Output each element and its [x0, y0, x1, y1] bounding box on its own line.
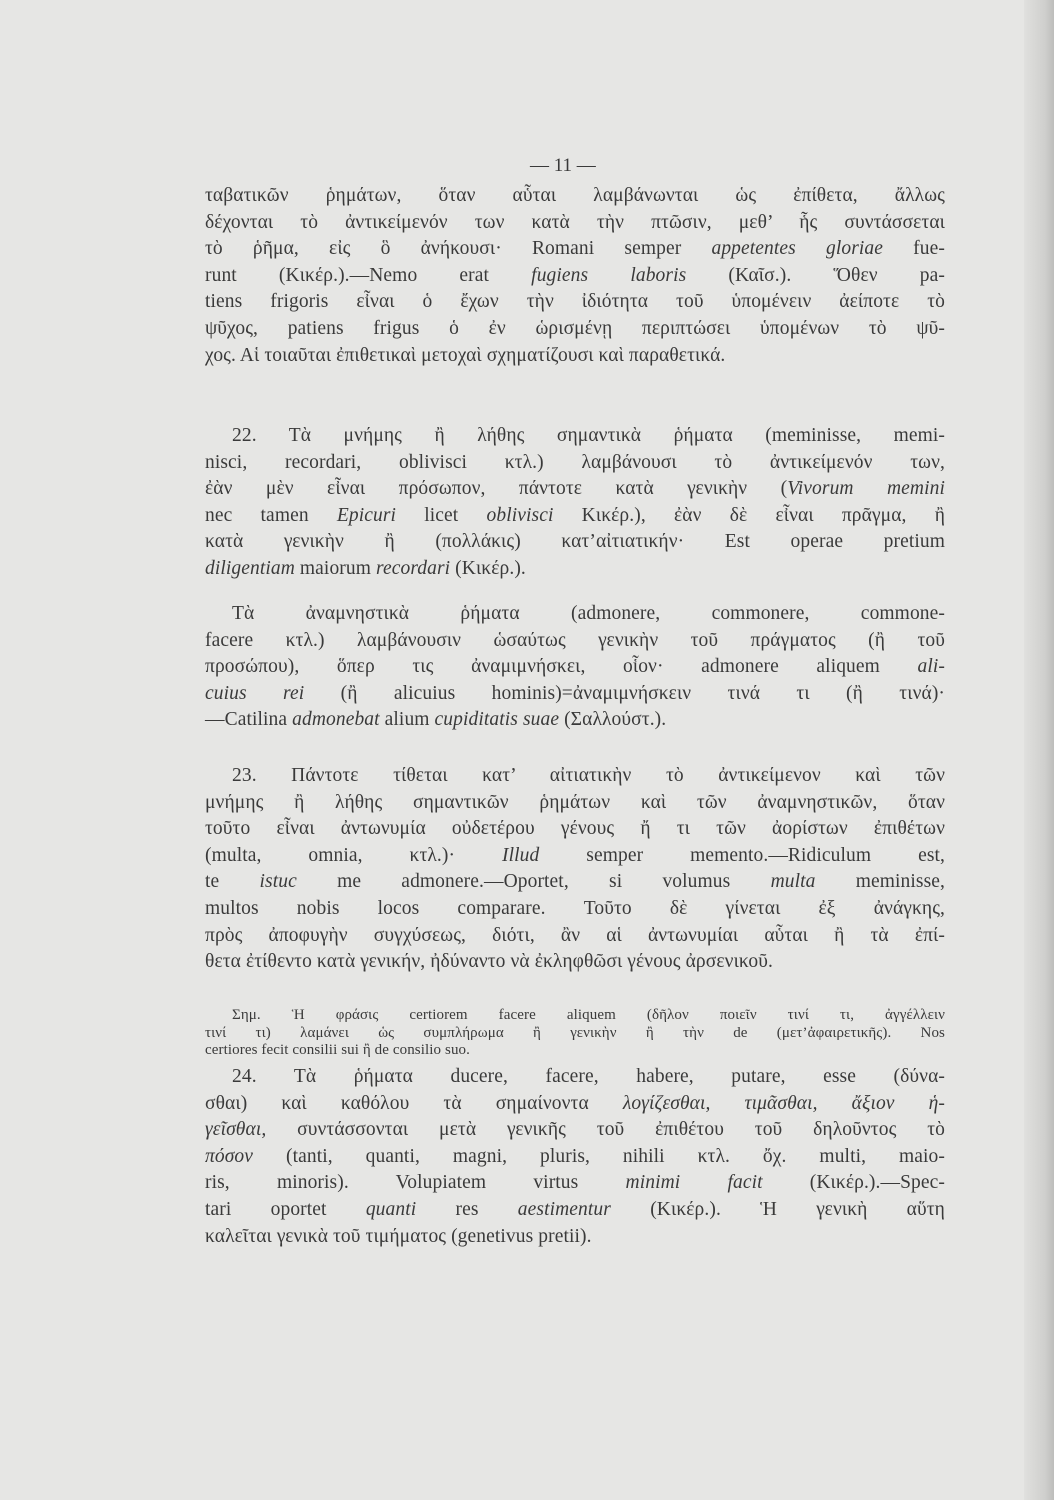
text-span: 22. Τὰ μνήμης ἢ λήθης σημαντικὰ ῥήματα (meminisse, memi-	[232, 425, 945, 446]
text-line	[205, 236, 945, 263]
italic-text: admonebat	[292, 709, 380, 731]
page-number: — 11 —	[530, 155, 596, 176]
text-span: (multa, omnia, κτλ.)·	[205, 844, 503, 866]
text-span: ris, minoris). Volupiatem virtus	[205, 1172, 626, 1194]
text-span: (Καῖσ.). Ὅθεν pa-	[686, 264, 945, 286]
italic-text: λογίζεσθαι, τιμᾶσθαι, ἄξιον ἡ-	[622, 1092, 945, 1114]
paragraph-p-22	[205, 423, 945, 583]
paragraph-p-anamnestika	[205, 601, 945, 734]
text-span: Σημ. Ἡ φράσις certiorem facere aliquem (δῆλον ποιεῖν τινί τι, ἀγγέλλειν	[232, 1007, 945, 1023]
text-span: Τὰ ἀναμνηστικὰ ῥήματα (admonere, commonere, commone-	[232, 603, 945, 624]
text-line	[205, 1007, 945, 1025]
text-line	[205, 503, 945, 530]
italic-text: minimi facit	[625, 1172, 763, 1194]
paragraph-p-continuation	[205, 183, 945, 369]
text-line	[205, 681, 945, 708]
text-line	[205, 654, 945, 681]
text-span: fue-	[883, 238, 945, 260]
text-span: maiorum	[294, 557, 376, 579]
text-span: tari oportet	[205, 1198, 366, 1220]
text-span: tiens frigoris εἶναι ὁ ἔχων τὴν ἰδιότητα τοῦ ὑπομένειν ἀείποτε τὸ	[205, 291, 945, 313]
text-line	[205, 763, 945, 790]
text-span: προσώπου), ὅπερ τις ἀναμιμνήσκει, οἷον· admonere aliquem	[205, 656, 918, 678]
italic-text: fugiens laboris	[531, 264, 687, 286]
text-line	[205, 289, 945, 316]
text-line	[205, 1144, 945, 1171]
italic-text: multa	[770, 871, 816, 893]
italic-text: oblivisci	[486, 504, 554, 526]
text-line	[205, 423, 945, 450]
italic-text: cupiditatis suae	[434, 709, 560, 731]
text-span: nec tamen	[205, 504, 337, 526]
text-span: licet	[396, 504, 487, 526]
text-line	[205, 1117, 945, 1144]
paragraph-p-24	[205, 1064, 945, 1250]
italic-text: πόσον	[205, 1145, 254, 1167]
text-span: runt (Κικέρ.).—Nemo erat	[205, 264, 532, 286]
italic-text: Illud	[502, 844, 540, 866]
italic-text: γεῖσθαι,	[205, 1119, 267, 1141]
text-line	[205, 1091, 945, 1118]
text-span: 23. Πάντοτε τίθεται κατ’ αἰτιατικὴν τὸ ἀντικείμενον καὶ τῶν	[232, 765, 945, 786]
text-line	[205, 923, 945, 950]
text-line	[205, 343, 945, 370]
text-span: semper memento.—Ridiculum est,	[539, 844, 946, 866]
italic-text: recordari	[376, 557, 451, 579]
text-line	[205, 1042, 945, 1060]
text-span: συντάσσονται μετὰ γενικῆς τοῦ ἐπιθέτου τοῦ δηλοῦντος τὸ	[266, 1119, 945, 1141]
text-span: ἐὰν μὲν εἶναι πρόσωπον, πάντοτε κατὰ γενικὴν (	[205, 478, 788, 500]
text-line	[205, 949, 945, 976]
paragraph-p-23	[205, 763, 945, 976]
text-line	[205, 843, 945, 870]
text-span: multos nobis locos comparare. Τοῦτο δὲ γίνεται ἐξ ἀνάγκης,	[205, 897, 945, 919]
text-span: meminisse,	[815, 871, 945, 893]
text-span: δέχονται τὸ ἀντικείμενόν των κατὰ τὴν πτῶσιν, μεθ’ ἧς συντάσσεται	[205, 211, 945, 233]
text-span: alium	[379, 709, 435, 731]
text-span: ψῦχος, patiens frigus ὁ ἐν ὡρισμένῃ περιπτώσει ὑπομένων τὸ ψῦ-	[205, 317, 945, 339]
italic-text: cuius rei	[205, 682, 305, 704]
text-span: καλεῖται γενικὰ τοῦ τιμήματος (genetivus pretii).	[205, 1225, 592, 1247]
page-edge	[1024, 0, 1054, 1500]
text-span: res	[416, 1198, 518, 1220]
text-span: (ἢ alicuius hominis)=ἀναμιμνήσκειν τινά τι (ἢ τινά)·	[304, 682, 946, 704]
text-span: θετα ἐτίθεντο κατὰ γενικήν, ἠδύναντο νὰ ἐκληφθῶσι γένους ἀρσενικοῦ.	[205, 951, 773, 973]
text-span: ταβατικῶν ῥημάτων, ὅταν αὗται λαμβάνωνται ὡς ἐπίθετα, ἄλλως	[205, 185, 945, 206]
text-line	[205, 628, 945, 655]
text-line	[205, 601, 945, 628]
text-span: nisci, recordari, oblivisci κτλ.) λαμβάνουσι τὸ ἀντικείμενόν των,	[205, 451, 945, 473]
text-line	[205, 1224, 945, 1251]
italic-text: Vivorum memini	[787, 478, 945, 500]
text-span: 24. Τὰ ῥήματα ducere, facere, habere, putare, esse (δύνα-	[232, 1066, 945, 1087]
text-span: me admonere.—Oportet, si volumus	[296, 871, 771, 893]
text-span: (Σαλλούστ.).	[559, 709, 667, 731]
paragraph-p-note	[205, 1007, 945, 1060]
text-span: τοῦτο εἶναι ἀντωνυμία οὐδετέρου γένους ἤ τι τῶν ἀορίστων ἐπιθέτων	[205, 818, 945, 840]
italic-text: istuc	[259, 871, 297, 893]
italic-text: Epicuri	[336, 504, 397, 526]
text-line	[205, 556, 945, 583]
text-line	[205, 1197, 945, 1224]
text-line	[205, 790, 945, 817]
text-line	[205, 1064, 945, 1091]
italic-text: quanti	[365, 1198, 417, 1220]
text-line	[205, 316, 945, 343]
italic-text: diligentiam	[205, 557, 295, 579]
text-line	[205, 183, 945, 210]
text-line	[205, 869, 945, 896]
text-span: μνήμης ἢ λήθης σημαντικῶν ῥημάτων καὶ τῶν ἀναμνηστικῶν, ὅταν	[205, 791, 945, 813]
text-span: te	[205, 871, 260, 893]
text-line	[205, 896, 945, 923]
text-line	[205, 263, 945, 290]
text-line	[205, 450, 945, 477]
italic-text: aestimentur	[517, 1198, 611, 1220]
text-span: (Κικέρ.).—Spec-	[762, 1172, 945, 1194]
text-line	[205, 210, 945, 237]
text-span: τινί τι) λαμάνει ὡς συμπλήρωμα ἢ γενικὴν ἢ τὴν de (μετ’ἀφαιρετικῆς). Nos	[205, 1024, 945, 1041]
italic-text: ali-	[917, 656, 945, 678]
text-line	[205, 1170, 945, 1197]
text-span: σθαι) καὶ καθόλου τὰ σημαίνοντα	[205, 1092, 623, 1114]
text-line	[205, 476, 945, 503]
text-line	[205, 707, 945, 734]
text-span: τὸ ῥῆμα, εἰς ὃ ἀνήκουσι· Romani semper	[205, 238, 712, 260]
text-line	[205, 1025, 945, 1043]
text-span: facere κτλ.) λαμβάνουσιν ὡσαύτως γενικὴν τοῦ πράγματος (ἢ τοῦ	[205, 629, 945, 651]
text-span: Κικέρ.), ἐὰν δὲ εἶναι πρᾶγμα, ἢ	[553, 504, 945, 526]
text-line	[205, 816, 945, 843]
text-span: certiores fecit consilii sui ἢ de consilio suo.	[205, 1042, 470, 1058]
text-span: (tanti, quanti, magni, pluris, nihili κτλ. ὄχ. multi, maio-	[253, 1145, 945, 1167]
text-span: —Catilina	[205, 709, 293, 731]
text-span: (Κικέρ.). Ἡ γενικὴ αὕτη	[610, 1198, 945, 1220]
italic-text: appetentes gloriae	[711, 238, 884, 260]
text-span: πρὸς ἀποφυγὴν συγχύσεως, διότι, ἂν αἱ ἀντωνυμίαι αὗται ἢ τὰ ἐπί-	[205, 924, 945, 946]
text-span: (Κικέρ.).	[450, 557, 526, 579]
text-span: χος. Αἱ τοιαῦται ἐπιθετικαὶ μετοχαὶ σχηματίζουσι καὶ παραθετικά.	[205, 344, 726, 366]
text-line	[205, 529, 945, 556]
text-span: κατὰ γενικὴν ἢ (πολλάκις) κατ’αἰτιατικήν· Est operae pretium	[205, 531, 945, 553]
